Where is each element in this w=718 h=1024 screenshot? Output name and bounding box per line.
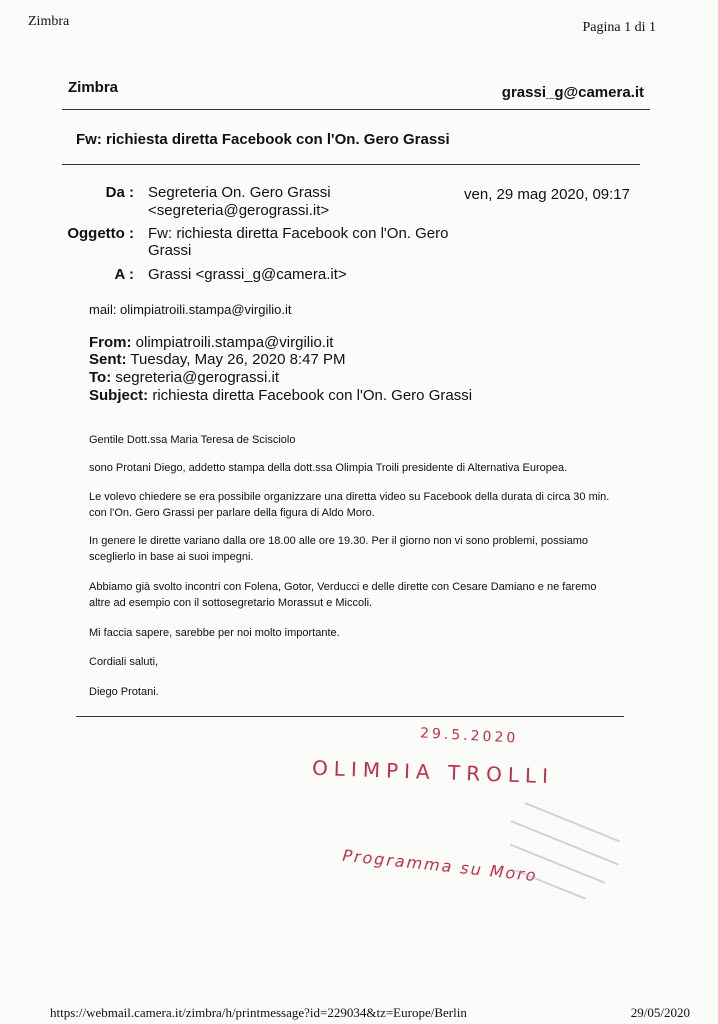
fwd-to-value: segreteria@gerograssi.it [115, 369, 280, 386]
print-header-app: Zimbra [28, 14, 70, 29]
subject-divider [62, 164, 640, 165]
handwritten-name: OLIMPIA TROLLI [311, 755, 555, 789]
account-email: grassi_g@camera.it [501, 84, 644, 101]
fwd-sent-value: Tuesday, May 26, 2020 8:47 PM [130, 351, 346, 368]
app-name: Zimbra [68, 79, 119, 96]
message-subject: Fw: richiesta diretta Facebook con l'On. Gero Grassi [76, 131, 450, 148]
fwd-from-label: From: [89, 334, 132, 351]
fwd-from [89, 334, 333, 351]
print-date: 29/05/2020 [630, 1005, 690, 1020]
print-url: https://webmail.camera.it/zimbra/h/printmessage?id=229034&tz=Europe/Berlin [50, 1005, 467, 1020]
office-stamp [490, 800, 630, 910]
to-label: A : [114, 266, 134, 283]
mail-line: mail: olimpiatroili.stampa@virgilio.it [89, 302, 292, 317]
paragraph-4-line2: altre ad esempio con il sottosegretario Morassut e Miccoli. [89, 597, 373, 609]
paragraph-1: sono Protani Diego, addetto stampa della dott.ssa Olimpia Troili presidente di Alternativa Europea. [89, 462, 568, 474]
fwd-sent-label: Sent: [89, 351, 127, 368]
closing: Cordiali saluti, [89, 656, 159, 668]
from-line2: <segreteria@gerograssi.it> [148, 202, 330, 219]
fwd-subject-value: richiesta diretta Facebook con l'On. Gero Grassi [152, 387, 473, 404]
header-divider [62, 109, 650, 110]
paragraph-2-line2: con l'On. Gero Grassi per parlare della figura di Aldo Moro. [89, 507, 375, 519]
to-value: Grassi <grassi_g@camera.it> [148, 266, 347, 283]
paragraph-4-line1: Abbiamo già svolto incontri con Folena, Gotor, Verducci e delle dirette con Cesare Damiano e ne faremo [89, 581, 597, 593]
subject-line1: Fw: richiesta diretta Facebook con l'On. Gero [148, 225, 449, 242]
signature: Diego Protani. [89, 686, 159, 698]
paragraph-3-line1: In genere le dirette variano dalla ore 18.00 alle ore 19.30. Per il giorno non vi sono problemi, possiamo [89, 535, 588, 547]
body-divider [76, 716, 624, 717]
fwd-sent [89, 351, 346, 368]
paragraph-2-line1: Le volevo chiedere se era possibile organizzare una diretta video su Facebook della durata di circa 30 min. [89, 491, 610, 503]
fwd-to-label: To: [89, 369, 112, 386]
message-date: ven, 29 mag 2020, 09:17 [464, 186, 630, 203]
from-label: Da : [105, 184, 134, 201]
fwd-from-value: olimpiatroili.stampa@virgilio.it [135, 334, 334, 351]
fwd-subject [89, 387, 472, 404]
paragraph-3-line2: sceglierlo in base ai suoi impegni. [89, 551, 254, 563]
handwritten-date: 29.5.2020 [419, 725, 519, 747]
greeting: Gentile Dott.ssa Maria Teresa de Scisciolo [89, 434, 296, 446]
paragraph-5: Mi faccia sapere, sarebbe per noi molto importante. [89, 627, 340, 639]
fwd-to [89, 369, 279, 386]
handwritten-note: Programma su Moro [341, 845, 539, 886]
subject-label: Oggetto : [67, 225, 134, 242]
fwd-subject-label: Subject: [89, 387, 149, 404]
from-line1: Segreteria On. Gero Grassi [148, 184, 331, 201]
print-header-page: Pagina 1 di 1 [582, 20, 656, 35]
subject-line2: Grassi [148, 242, 192, 259]
